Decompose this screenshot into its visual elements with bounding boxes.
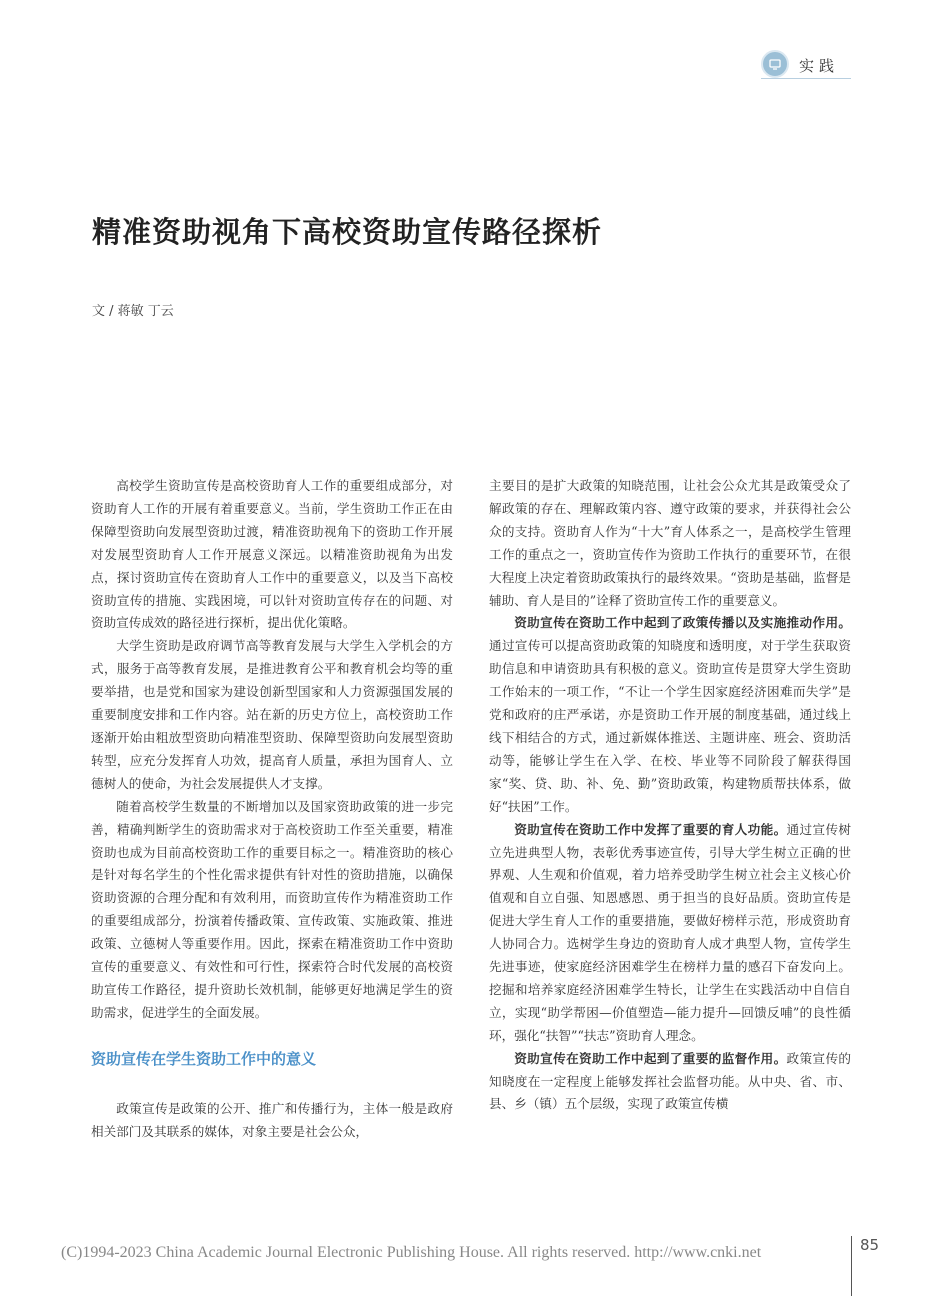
copyright-notice: (C)1994-2023 China Academic Journal Electronic Publishing House. All rights reserved. http://www.cnki.net — [61, 1244, 762, 1261]
practice-icon — [761, 50, 789, 78]
paragraph-lead: 资助宣传在资助工作中起到了政策传播以及实施推动作用。 — [514, 615, 851, 631]
header-rule — [761, 78, 851, 79]
left-column — [91, 475, 453, 1143]
section-label: 实践 — [799, 57, 840, 75]
body-paragraph — [489, 1048, 851, 1117]
body-paragraph: 大学生资助是政府调节高等教育发展与大学生入学机会的方式，服务于高等教育发展，是推进教育公平和教育机会均等的重要举措，也是党和国家为建设创新型国家和人力资源强国发展的重要制度安排和工作内容。站在新的历史方位上，高校资助工作逐渐开始由粗放型资助向精准型资助、保障型资助向发展型资助转型，应充分发挥育人功效，提高育人质量，承担为国育人、立德树人的使命，为社会发展提供人才支撑。 — [91, 638, 453, 791]
body-paragraph: 随着高校学生数量的不断增加以及国家资助政策的进一步完善，精确判断学生的资助需求对于高校资助工作至关重要，精准资助也成为目前高校资助工作的重要目标之一。精准资助的核心是针对每名学生的个性化需求提供有针对性的资助措施，以确保资助资源的合理分配和有效利用，而资助宣传作为精准资助工作的重要组成部分，扮演着传播政策、宣传政策、实施政策、推进政策、立德树人等重要作用。因此，探索在精准资助工作中资助宣传的重要意义、有效性和可行性，探索符合时代发展的高校资助宣传工作路径，提升资助长效机制，能够更好地满足学生的资助需求，促进学生的全面发展。 — [91, 798, 453, 1020]
paragraph-lead: 资助宣传在资助工作中起到了重要的监督作用。 — [514, 1050, 787, 1066]
article-title: 精准资助视角下高校资助宣传路径探析 — [92, 215, 603, 249]
page-number-rule — [851, 1236, 852, 1296]
right-column — [489, 475, 851, 1116]
page-number: 85 — [860, 1236, 880, 1254]
body-paragraph: 主要目的是扩大政策的知晓范围，让社会公众尤其是政策受众了解政策的存在、理解政策内容、遵守政策的要求，并获得社会公众的支持。资助育人作为“十大”育人体系之一，是高校学生管理工作的重点之一，资助宣传作为资助工作执行的重要环节，在很大程度上决定着资助政策执行的最终效果。“资助是基础，监督是辅助、育人是目的”诠释了资助宣传工作的重要意义。 — [489, 478, 851, 608]
section-heading: 资助宣传在学生资助工作中的意义 — [91, 1049, 317, 1068]
paragraph-text: 通过宣传树立先进典型人物，表彰优秀事迹宣传，引导大学生树立正确的世界观、人生观和价值观，着力培养受助学生树立社会主义核心价值观和自立自强、知恩感恩、勇于担当的良好品质。资助宣传是促进大学生育人工作的重要措施，要做好榜样示范，形成资助育人协同合力。选树学生身边的资助育人成才典型人物，宣传学生先进事迹，使家庭经济困难学生在榜样力量的感召下奋发向上。挖掘和培养家庭经济困难学生特长，让学生在实践活动中自信自立，实现“助学帮困—价值塑造—能力提升—回馈反哺”的良性循环，强化“扶智”“扶志”资助育人理念。 — [489, 821, 851, 1043]
body-paragraph: 政策宣传是政策的公开、推广和传播行为，主体一般是政府相关部门及其联系的媒体，对象主要是社会公众， — [91, 1100, 453, 1139]
author-byline: 文 / 蒋敏 丁云 — [92, 304, 174, 319]
paragraph-text: 通过宣传可以提高资助政策的知晓度和透明度，对于学生获取资助信息和申请资助具有积极的意义。资助宣传是贯穿大学生资助工作始末的一项工作，“不让一个学生因家庭经济困难而失学”是党和政府的庄严承诺，亦是资助工作开展的制度基础，通过线上线下相结合的方式，通过新媒体推送、主题讲座、班会、资助活动等，能够让学生在入学、在校、毕业等不同阶段了解获得国家“奖、贷、助、补、免、勤”资助政策，构建物质帮扶体系，做好“扶困”工作。 — [489, 638, 851, 814]
paragraph-text: 政策宣传的知晓度在一定程度上能够发挥社会监督功能。从中央、省、市、县、乡（镇）五个层级，实现了政策宣传横 — [489, 1050, 851, 1112]
body-paragraph — [489, 819, 851, 1048]
abstract-paragraph: 高校学生资助宣传是高校资助育人工作的重要组成部分，对资助育人工作的开展有着重要意义。当前，学生资助工作正在由保障型资助向发展型资助过渡，精准资助视角下的资助工作开展对发展型资助育人工作开展意义深远。以精准资助视角为出发点，探讨资助宣传在资助育人工作中的重要意义，以及当下高校资助宣传的措施、实践困境，可以针对资助宣传存在的问题、对资助宣传成效的路径进行探析，提出优化策略。 — [91, 478, 453, 631]
body-paragraph — [489, 612, 851, 818]
section-header — [761, 48, 851, 78]
paragraph-lead: 资助宣传在资助工作中发挥了重要的育人功能。 — [514, 821, 787, 837]
